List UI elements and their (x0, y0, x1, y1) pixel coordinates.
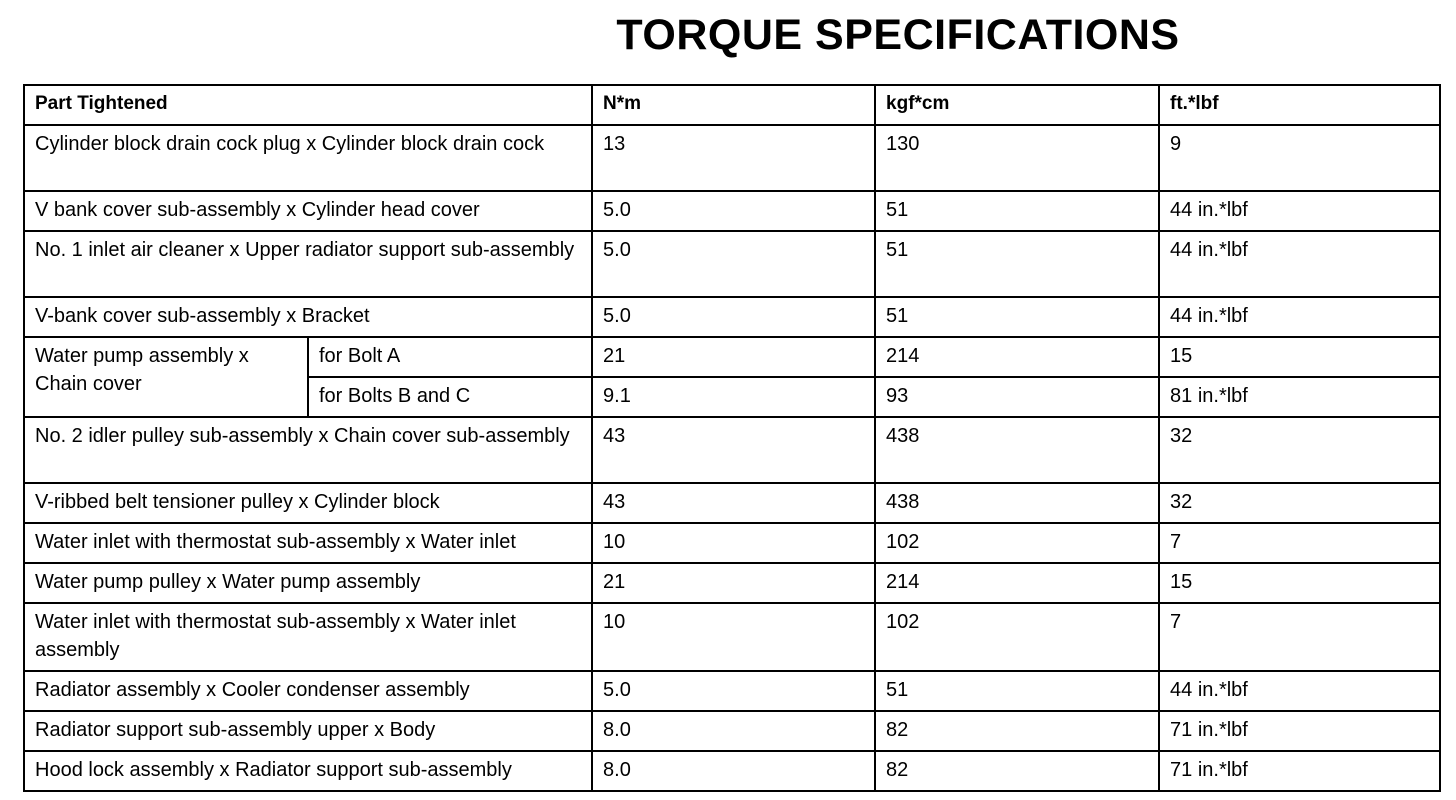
ft-lbf-cell: 44 in.*lbf (1159, 191, 1440, 231)
nm-cell: 5.0 (592, 671, 875, 711)
sub-part-cell: for Bolt A (308, 337, 592, 377)
header-part-tightened: Part Tightened (24, 85, 592, 125)
table-header-row (24, 85, 1440, 125)
part-cell: Cylinder block drain cock plug x Cylinder block drain cock (24, 125, 592, 191)
kgf-cm-cell: 130 (875, 125, 1159, 191)
table-row (24, 231, 1440, 297)
kgf-cm-cell: 51 (875, 671, 1159, 711)
kgf-cm-cell: 82 (875, 751, 1159, 791)
ft-lbf-cell: 32 (1159, 417, 1440, 483)
part-cell: Radiator assembly x Cooler condenser assembly (24, 671, 592, 711)
nm-cell: 5.0 (592, 191, 875, 231)
page-title: TORQUE SPECIFICATIONS (616, 11, 1180, 59)
kgf-cm-cell: 438 (875, 417, 1159, 483)
table-row (24, 417, 1440, 483)
table-row (24, 125, 1440, 191)
ft-lbf-cell: 7 (1159, 523, 1440, 563)
table-row (24, 297, 1440, 337)
table-row (24, 711, 1440, 751)
kgf-cm-cell: 93 (875, 377, 1159, 417)
sub-part-cell: for Bolts B and C (308, 377, 592, 417)
nm-cell: 8.0 (592, 711, 875, 751)
header-kgf-cm: kgf*cm (875, 85, 1159, 125)
part-cell: Radiator support sub-assembly upper x Body (24, 711, 592, 751)
kgf-cm-cell: 214 (875, 563, 1159, 603)
part-cell: Water pump pulley x Water pump assembly (24, 563, 592, 603)
part-cell: No. 1 inlet air cleaner x Upper radiator support sub-assembly (24, 231, 592, 297)
table-row (24, 671, 1440, 711)
kgf-cm-cell: 51 (875, 231, 1159, 297)
ft-lbf-cell: 15 (1159, 563, 1440, 603)
ft-lbf-cell: 15 (1159, 337, 1440, 377)
nm-cell: 9.1 (592, 377, 875, 417)
ft-lbf-cell: 71 in.*lbf (1159, 751, 1440, 791)
part-cell: Water pump assembly x Chain cover (24, 337, 308, 417)
table-row (24, 563, 1440, 603)
nm-cell: 21 (592, 563, 875, 603)
nm-cell: 13 (592, 125, 875, 191)
nm-cell: 43 (592, 417, 875, 483)
ft-lbf-cell: 44 in.*lbf (1159, 231, 1440, 297)
kgf-cm-cell: 102 (875, 603, 1159, 671)
nm-cell: 10 (592, 603, 875, 671)
nm-cell: 5.0 (592, 297, 875, 337)
kgf-cm-cell: 438 (875, 483, 1159, 523)
table-row (24, 483, 1440, 523)
part-cell: V-ribbed belt tensioner pulley x Cylinder block (24, 483, 592, 523)
kgf-cm-cell: 214 (875, 337, 1159, 377)
nm-cell: 8.0 (592, 751, 875, 791)
ft-lbf-cell: 7 (1159, 603, 1440, 671)
ft-lbf-cell: 71 in.*lbf (1159, 711, 1440, 751)
header-nm: N*m (592, 85, 875, 125)
ft-lbf-cell: 81 in.*lbf (1159, 377, 1440, 417)
part-cell: V-bank cover sub-assembly x Bracket (24, 297, 592, 337)
ft-lbf-cell: 32 (1159, 483, 1440, 523)
table-row (24, 191, 1440, 231)
part-cell: Hood lock assembly x Radiator support sub-assembly (24, 751, 592, 791)
header-ft-lbf: ft.*lbf (1159, 85, 1440, 125)
ft-lbf-cell: 44 in.*lbf (1159, 297, 1440, 337)
ft-lbf-cell: 9 (1159, 125, 1440, 191)
table-row (24, 523, 1440, 563)
torque-specifications-table (23, 84, 1441, 792)
table-row (24, 337, 1440, 377)
kgf-cm-cell: 102 (875, 523, 1159, 563)
ft-lbf-cell: 44 in.*lbf (1159, 671, 1440, 711)
nm-cell: 10 (592, 523, 875, 563)
nm-cell: 43 (592, 483, 875, 523)
table-row (24, 603, 1440, 671)
nm-cell: 21 (592, 337, 875, 377)
part-cell: Water inlet with thermostat sub-assembly x Water inlet (24, 523, 592, 563)
table-row (24, 751, 1440, 791)
kgf-cm-cell: 51 (875, 297, 1159, 337)
part-cell: No. 2 idler pulley sub-assembly x Chain cover sub-assembly (24, 417, 592, 483)
kgf-cm-cell: 51 (875, 191, 1159, 231)
part-cell: Water inlet with thermostat sub-assembly x Water inlet assembly (24, 603, 592, 671)
nm-cell: 5.0 (592, 231, 875, 297)
kgf-cm-cell: 82 (875, 711, 1159, 751)
part-cell: V bank cover sub-assembly x Cylinder head cover (24, 191, 592, 231)
